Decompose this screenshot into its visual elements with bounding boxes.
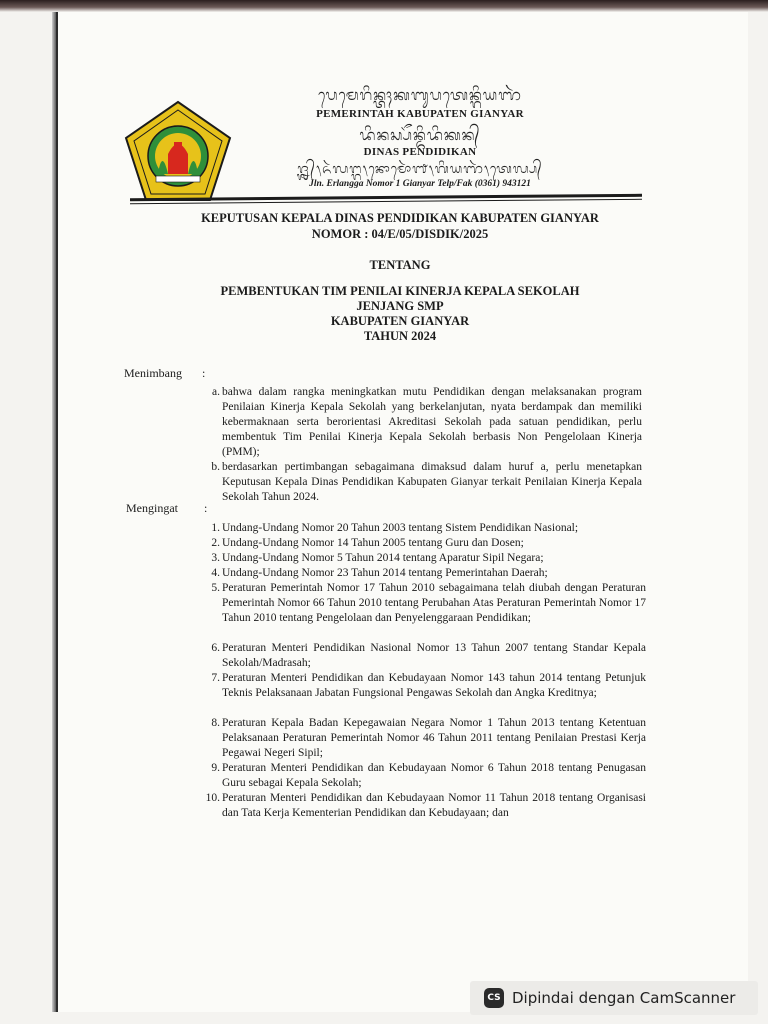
item-text: Undang-Undang Nomor 20 Tahun 2003 tentang Sistem Pendidikan Nasional; — [222, 522, 579, 534]
decree-subject-line: TAHUN 2024 — [363, 329, 437, 343]
balinese-script-line-2: ᬤᬶᬦᬲ᭄ᬧᭂᬦ᭄ᬤᬶᬤᬶᬓᬦ᭄ — [359, 126, 481, 144]
item-marker: 8. — [211, 717, 220, 729]
camscanner-icon: CS — [484, 988, 504, 1008]
mengingat-item — [211, 581, 646, 626]
decree-number: NOMOR : 04/E/05/DISDIK/2025 — [311, 227, 489, 241]
item-text: Peraturan Menteri Pendidikan dan Kebudayaan Nomor 6 Tahun 2018 tentang Penugasan Guru sebagai Kepala Sekolah; — [222, 762, 646, 789]
item-marker: 4. — [211, 567, 220, 579]
office-name: DINAS PENDIDIKAN — [363, 146, 477, 158]
mengingat-item — [211, 761, 646, 791]
balinese-script-line-1: ᬧᬾᬫᬾᬭᬶᬦ᭄ᬢᬄᬓᬩᬸᬧᬢᬾᬦ᭄ᬕᬶᬬᬜᬃ — [318, 86, 522, 104]
item-marker: 5. — [211, 582, 220, 594]
item-text: Undang-Undang Nomor 5 Tahun 2014 tentang Aparatur Sipil Negara; — [222, 552, 544, 564]
item-marker: 7. — [211, 672, 220, 684]
menimbang-item — [212, 385, 642, 460]
item-text: Peraturan Kepala Badan Kepegawaian Negara Nomor 1 Tahun 2013 tentang Ketentuan Pelaksanaan Peraturan Pemerintah Nomor 46 Tahun 2011 tentang Penilaian Prestasi Kerja Pegawai Negeri Sipil; — [222, 717, 646, 759]
item-text: Undang-Undang Nomor 14 Tahun 2005 tentang Guru dan Dosen; — [222, 537, 524, 549]
item-marker: 2. — [211, 537, 220, 549]
balinese-script-line-3: ᬚ᭄ᬮ᭄ᬦ᭄᭞ᬏᬃᬮᬗ᭄ᬕ᭞ᬦᭀᬫᭀᬃ᭑᭞ᬕᬶᬬᬜᬃ᭞ᬢᬾᬮ᭄ᬧ᭄ — [297, 162, 543, 177]
item-marker: 9. — [211, 762, 220, 774]
mengingat-item — [205, 791, 646, 821]
mengingat-item — [211, 521, 646, 536]
item-text: bahwa dalam rangka meningkatkan mutu Pendidikan dengan melaksanakan program Penilaian Kinerja Kepala Sekolah yang berkelanjutan, nyata berdampak dan memiliki kebermaknaan serta berorientasi Akreditasi Sekolah pada satuan pendidikan, perlu membentuk Tim Penilai Kinerja Kepala Sekolah berbasis Non Pengelolaan Kinerja (PMM); — [222, 386, 642, 458]
decree-subject-line: PEMBENTUKAN TIM PENILAI KINERJA KEPALA SEKOLAH — [220, 284, 580, 298]
mengingat-item — [211, 566, 646, 581]
item-marker: 10. — [205, 792, 220, 804]
office-address: Jln. Erlangga Nomor 1 Gianyar Telp/Fak (0361) 943121 — [309, 179, 531, 189]
item-text: Peraturan Pemerintah Nomor 17 Tahun 2010 sebagaimana telah diubah dengan Peraturan Pemerintah Nomor 66 Tahun 2010 tentang Perubahan Atas Peraturan Pemerintah Nomor 17 Tahun 2010 tentang Pengelolaan dan Penyelenggaraan Pendidikan; — [222, 582, 646, 624]
item-text: Peraturan Menteri Pendidikan dan Kebudayaan Nomor 143 tahun 2014 tentang Petunjuk Teknis Pelaksanaan Jabatan Fungsional Pengawas Sekolah dan Angka Kreditnya; — [222, 672, 646, 699]
decree-subject-line: KABUPATEN GIANYAR — [330, 314, 470, 328]
item-text: Peraturan Menteri Pendidikan dan Kebudayaan Nomor 11 Tahun 2018 tentang Organisasi dan Tata Kerja Kementerian Pendidikan dan Kebudayaan; dan — [222, 792, 646, 819]
item-marker: 1. — [211, 522, 220, 534]
menimbang-label: Menimbang — [124, 366, 182, 380]
mengingat-item — [211, 551, 646, 566]
scan-top-edge — [0, 0, 768, 12]
item-text: Undang-Undang Nomor 23 Tahun 2014 tentang Pemerintahan Daerah; — [222, 567, 548, 579]
item-text: berdasarkan pertimbangan sebagaimana dimaksud dalam huruf a, perlu menetapkan Keputusan Kepala Dinas Pendidikan Kabupaten Gianyar terkait Penilaian Kinerja Kepala Sekolah Tahun 2024. — [222, 461, 642, 503]
government-name: PEMERINTAH KABUPATEN GIANYAR — [316, 108, 524, 120]
mengingat-item — [211, 716, 646, 761]
menimbang-colon: : — [202, 366, 206, 380]
watermark-text: Dipindai dengan CamScanner — [512, 989, 736, 1007]
mengingat-item — [211, 641, 646, 671]
item-marker: 3. — [211, 552, 220, 564]
item-marker: a. — [212, 386, 220, 398]
item-marker: 6. — [211, 642, 220, 654]
mengingat-label: Mengingat — [126, 501, 178, 515]
mengingat-item — [211, 671, 646, 701]
decree-about: TENTANG — [369, 258, 431, 272]
menimbang-item — [211, 460, 642, 505]
item-marker: b. — [211, 461, 220, 473]
decree-subject-line: JENJANG SMP — [356, 299, 444, 313]
item-text: Peraturan Menteri Pendidikan Nasional Nomor 13 Tahun 2007 tentang Standar Kepala Sekolah/Madrasah; — [222, 642, 646, 669]
mengingat-colon: : — [204, 501, 208, 515]
mengingat-item — [211, 536, 646, 551]
decree-title: KEPUTUSAN KEPALA DINAS PENDIDIKAN KABUPATEN GIANYAR — [201, 211, 599, 225]
camscanner-watermark — [470, 981, 758, 1015]
